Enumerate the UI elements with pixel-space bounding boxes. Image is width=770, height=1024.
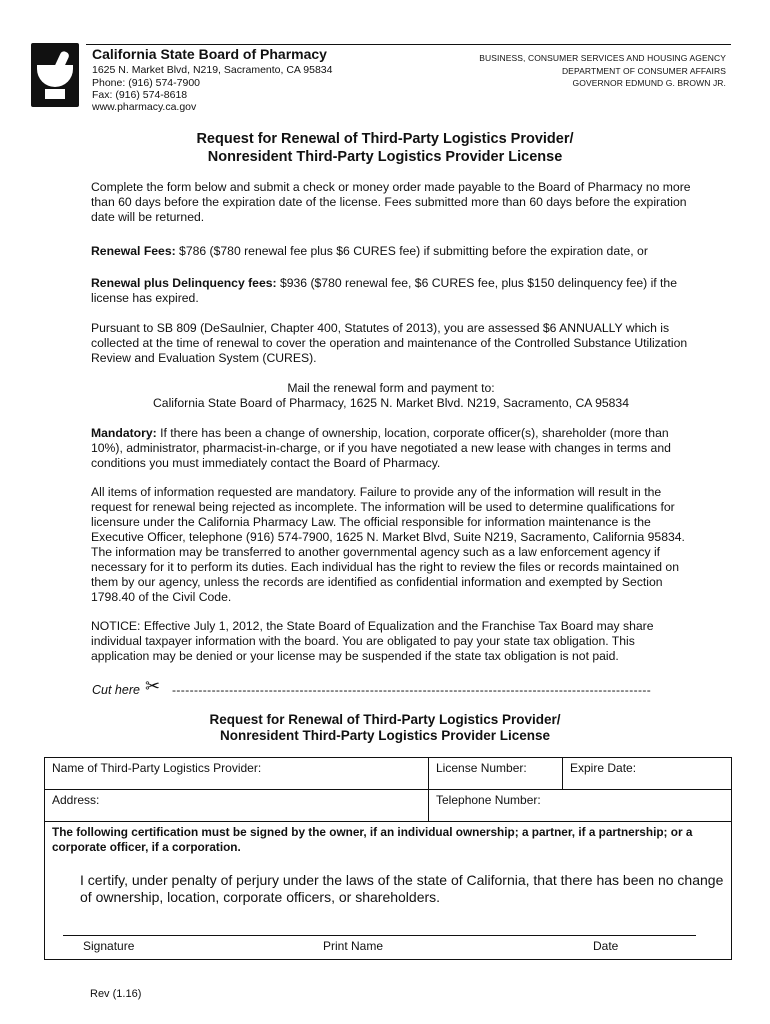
telephone-field[interactable]: Telephone Number: (436, 793, 541, 807)
license-number-field[interactable]: License Number: (436, 761, 527, 775)
page-title-line-1: Request for Renewal of Third-Party Logistics Provider/ (196, 131, 574, 147)
certification-statement: I certify, under penalty of perjury under the laws of the state of California, that there has been no change of ownership, location, corporate officers, or shareholders. (80, 872, 724, 905)
renewal-fees-paragraph (91, 244, 691, 259)
mail-line-2: California State Board of Pharmacy, 1625 N. Market Blvd. N219, Sacramento, CA 95834 (152, 396, 629, 410)
mandatory-label: Mandatory: (91, 426, 157, 440)
org-phone: Phone: (916) 574-7900 (92, 77, 200, 89)
privacy-paragraph: All items of information requested are mandatory. Failure to provide any of the information will result in the request for renewal being rejected as incomplete. The information will be used to determine qualifications for licensure under the California Pharmacy Law. The official responsible for information maintenance is the Executive Officer, telephone (916) 574-7900, 1625 N. Market Blvd, Suite N219, Sacramento, California 95834. The information may be transferred to another governmental agency such as a law enforcement agency if necessary for it to perform its duties. Each individual has the right to review the files or records maintained on them by our agency, unless the records are identified as confidential information and exempted by Section 1798.40 of the Civil Code. (91, 485, 685, 604)
intro-paragraph: Complete the form below and submit a check or money order made payable to the Board of Pharmacy no more than 60 days before the expiration date of the license. Fees submitted more than 60 days before the expiration date will be returned. (91, 180, 691, 224)
provider-name-field[interactable]: Name of Third-Party Logistics Provider: (52, 761, 262, 775)
scissors-icon: ✂ (145, 676, 161, 696)
signature-label: Signature (83, 939, 135, 953)
mail-line-1: Mail the renewal form and payment to: (287, 381, 495, 395)
form-title-line-2: Nonresident Third-Party Logistics Provider License (219, 728, 551, 743)
revision-label: Rev (1.16) (90, 988, 142, 1000)
cut-dashed-line: ------------------------------------------------------------------------------------------------------------- (172, 683, 652, 697)
sb809-paragraph: Pursuant to SB 809 (DeSaulnier, Chapter 400, Statutes of 2013), you are assessed $6 ANNUALLY which is collected at the time of renewal to cover the operation and maintenance of the Controlled Substance Utilization Review and Evaluation System (CURES). (91, 321, 688, 365)
form-row-address (44, 789, 732, 822)
notice-paragraph: NOTICE: Effective July 1, 2012, the State Board of Equalization and the Franchise Tax Board may share individual taxpayer information with the board. You are obligated to pay your state tax obligation. This application may be denied or your license may be suspended if the state tax obligation is not paid. (91, 619, 654, 663)
date-label: Date (593, 939, 619, 953)
certification-instruction: The following certification must be signed by the owner, if an individual ownership; a partner, if a partnership; or a corporate officer, if a corporation. (52, 825, 693, 854)
agency-line-1: BUSINESS, CONSUMER SERVICES AND HOUSING AGENCY (479, 53, 726, 63)
org-name: California State Board of Pharmacy (92, 46, 327, 62)
form-divider-2 (562, 757, 563, 789)
print-name-label: Print Name (323, 939, 384, 953)
header-rule (86, 44, 731, 45)
mandatory-paragraph (91, 426, 691, 471)
address-field[interactable]: Address: (52, 793, 100, 807)
cut-here-label: Cut here (92, 683, 140, 697)
agency-line-3: GOVERNOR EDMUND G. BROWN JR. (572, 78, 726, 88)
org-website[interactable]: www.pharmacy.ca.gov (92, 101, 197, 113)
board-logo (31, 43, 79, 107)
renewal-fees-label: Renewal Fees: (91, 244, 176, 258)
delinquency-text: $936 ($780 renewal fee, $6 CURES fee, plus $150 delinquency fee) if the license has expired. (91, 276, 677, 305)
expire-date-field[interactable]: Expire Date: (570, 761, 637, 775)
page-title-line-2: Nonresident Third-Party Logistics Provider License (207, 149, 563, 165)
delinquency-label: Renewal plus Delinquency fees: (91, 276, 277, 290)
renewal-fees-text: $786 ($780 renewal fee plus $6 CURES fee) if submitting before the expiration date, or (175, 244, 648, 258)
delinquency-paragraph (91, 276, 691, 306)
org-fax: Fax: (916) 574-8618 (92, 89, 188, 101)
form-title-line-1: Request for Renewal of Third-Party Logistics Provider/ (209, 712, 561, 727)
agency-line-2: DEPARTMENT OF CONSUMER AFFAIRS (561, 66, 726, 76)
org-address: 1625 N. Market Blvd, N219, Sacramento, CA 95834 (92, 64, 333, 76)
signature-line[interactable] (63, 935, 696, 936)
form-divider-1 (428, 757, 429, 821)
mandatory-text: If there has been a change of ownership, location, corporate officer(s), shareholder (more than 10%), administrator, pharmacist-in-charge, or if you have negotiated a new lease with changes in terms and conditions you must immediately contact the Board of Pharmacy. (91, 426, 671, 470)
